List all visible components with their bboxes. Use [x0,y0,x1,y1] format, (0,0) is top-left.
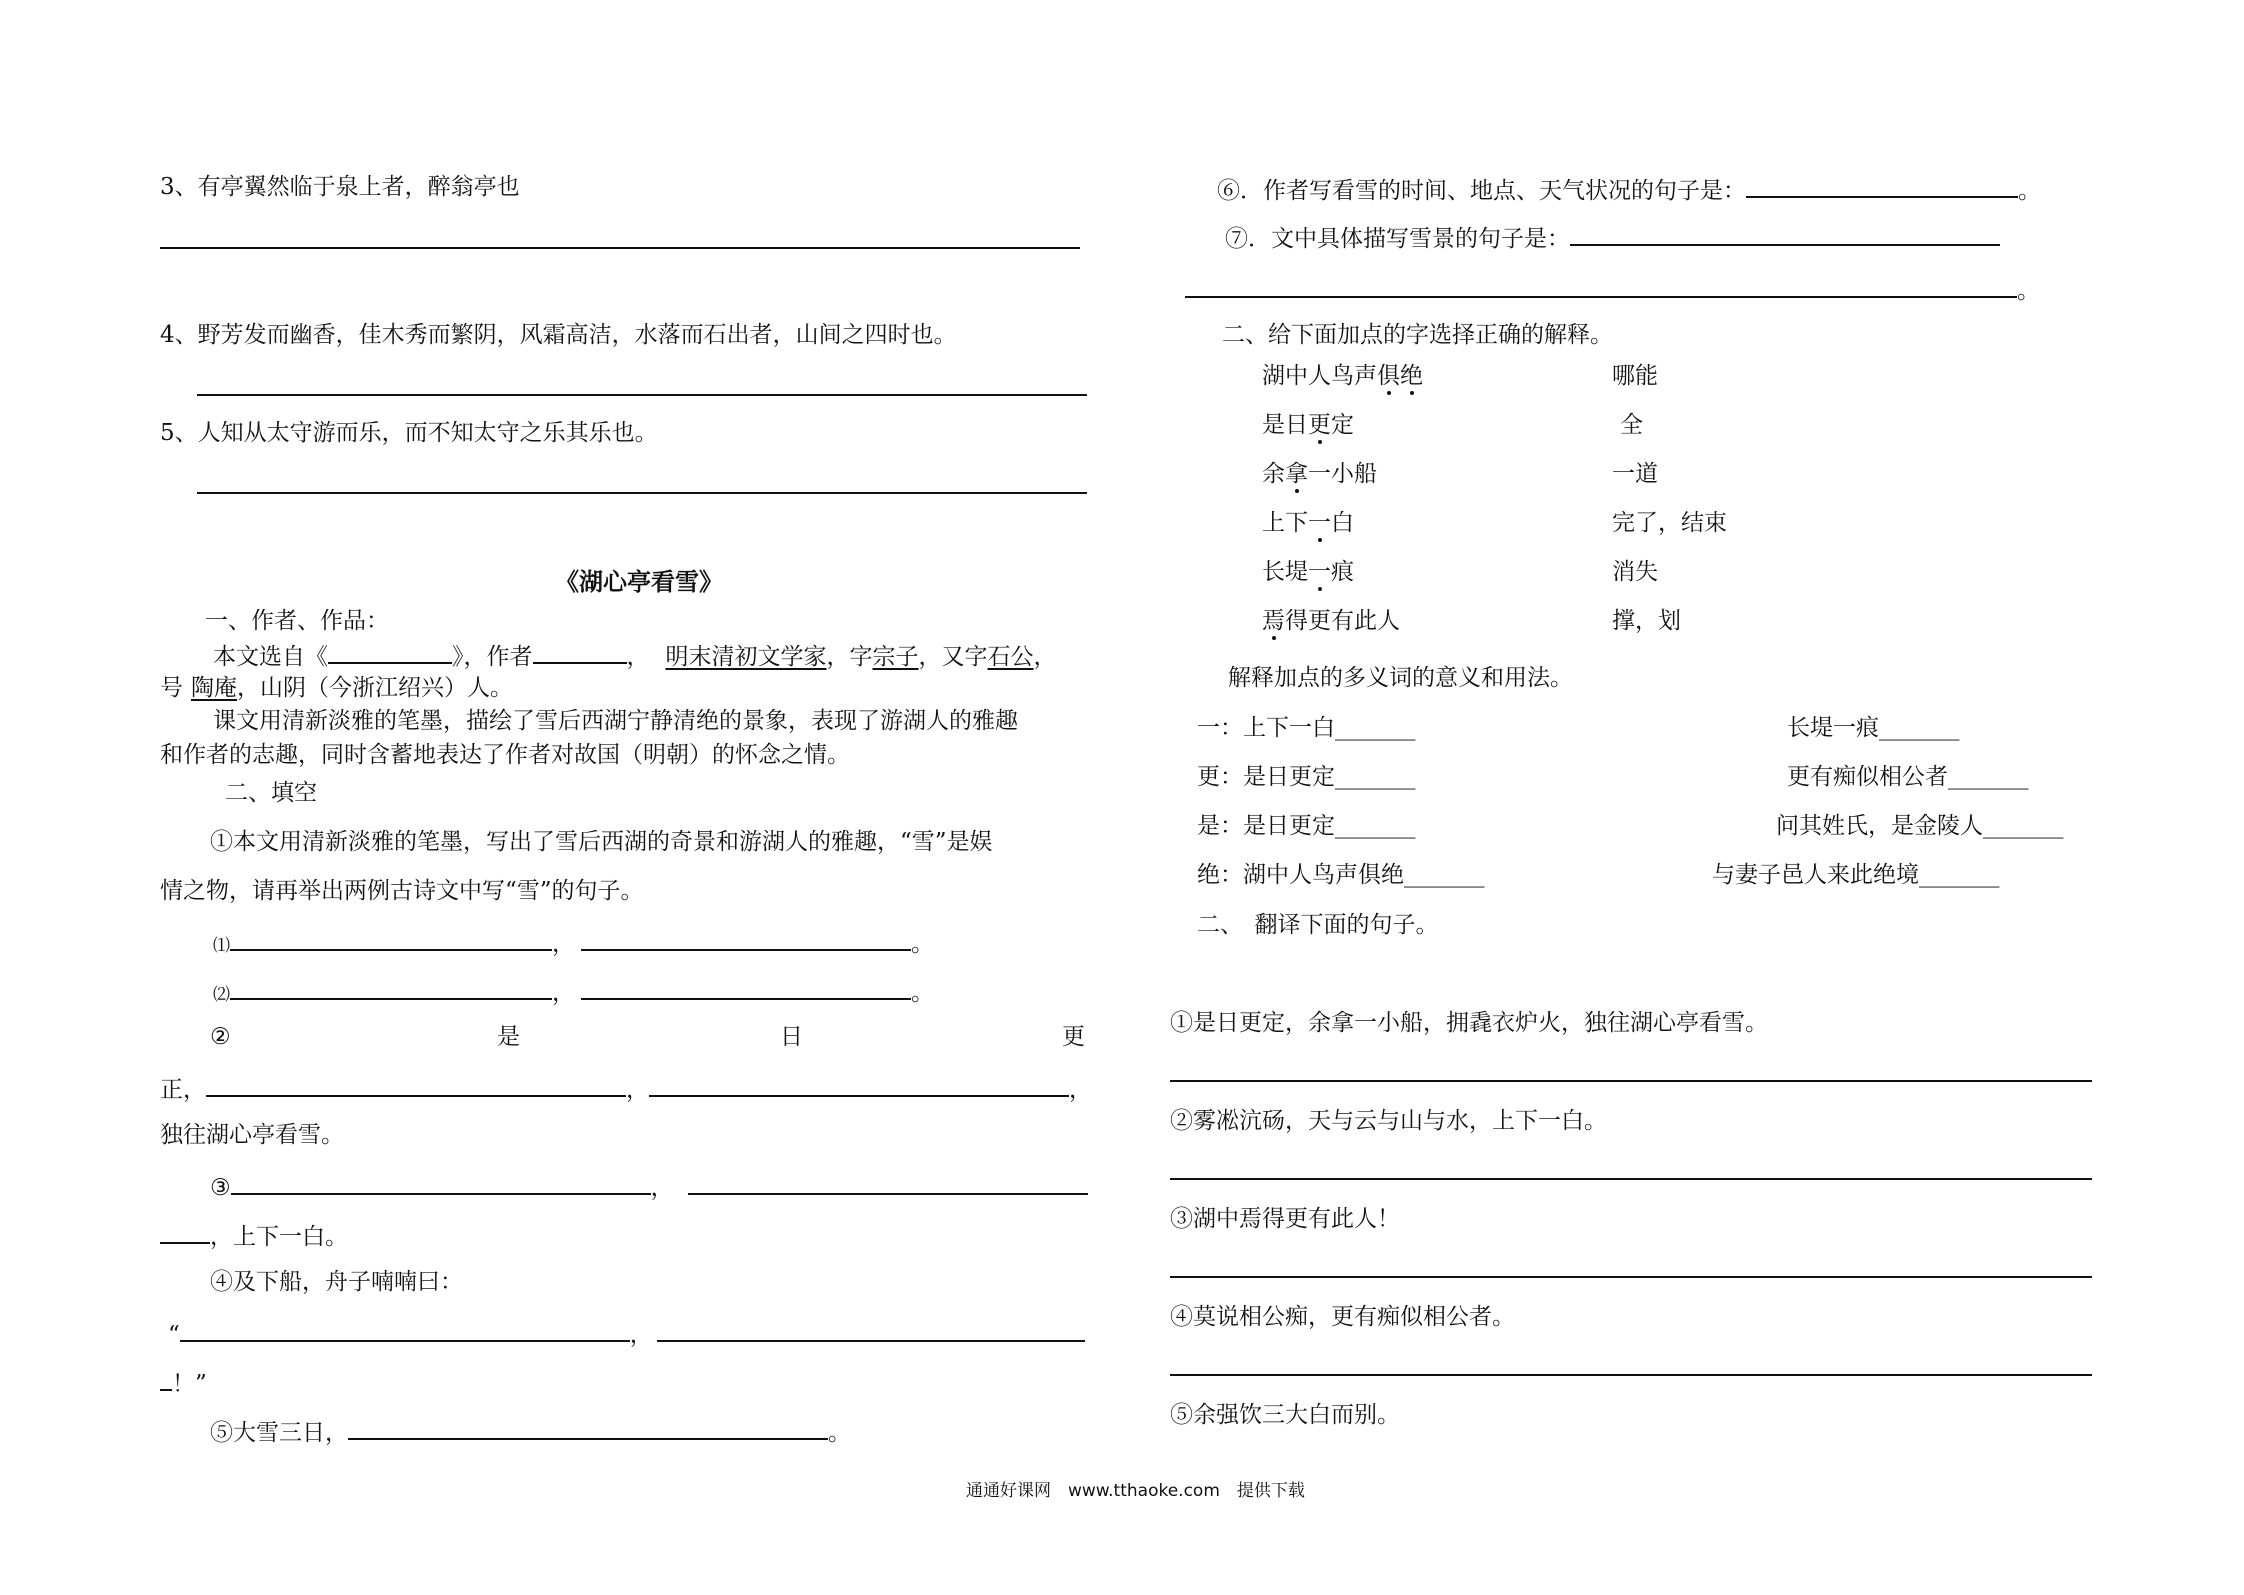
fill-number: ③ [210,1175,231,1201]
intro-style-name: 宗子 [872,644,919,670]
answer-line-t2[interactable] [1170,1178,2092,1180]
question-3: 3、有亭翼然临于泉上者，醉翁亭也 [160,174,520,200]
fill-4-line [168,1316,1085,1350]
fill-2-word: 日 [780,1024,803,1050]
match-meaning-1: 哪能 [1612,363,1658,389]
period: 。 [2017,278,2040,304]
section-title: 《湖心亭看雪》 [555,567,723,596]
answer-line-t3[interactable] [1170,1276,2092,1278]
section-author-heading: 一、作者、作品： [205,608,389,634]
fill-2-word: 是 [497,1024,520,1050]
fill-1-item-1 [213,925,934,961]
summary-line-1: 课文用清新淡雅的笔墨，描绘了雪后西湖宁静清绝的景象，表现了游湖人的雅趣 [213,708,1018,734]
translate-3: ③湖中焉得更有此人！ [1170,1206,1400,1232]
blank-fill-5[interactable] [348,1414,828,1440]
intro-text: 号 [160,675,183,701]
intro-alt-name: 石公 [987,644,1034,670]
period: 。 [911,980,934,1006]
blank-fill-3b[interactable] [688,1169,1088,1195]
intro-pen-name: 陶庵 [191,675,237,701]
intro-text: ，山阴（今浙江绍兴）人。 [237,675,513,701]
intro-era: 明末清初文学家 [665,644,827,670]
blank-snow-line-2b[interactable] [581,974,911,1000]
fill-1-line-b: 情之物，请再举出两例古诗文中写“雪”的句子。 [160,878,644,904]
fill-text: 正， [160,1077,206,1103]
blank-author-name[interactable] [533,638,627,664]
polysemy-3a[interactable]: 是：是日更定_______ [1197,813,1416,839]
blank-fill-3a[interactable] [231,1169,651,1195]
question-7 [1225,220,2000,254]
blank-fill-2b[interactable] [649,1071,1069,1097]
fill-2-line [160,1071,1092,1105]
fill-4-end [160,1365,207,1399]
question-4: 4、野芳发而幽香，佳木秀而繁阴，风霜高洁，水落而石出者，山间之四时也。 [160,322,957,348]
match-meaning-5: 消失 [1612,559,1658,585]
blank-fill-4c[interactable] [160,1365,172,1391]
blank-q7b[interactable] [1185,272,2017,298]
blank-snow-line-2a[interactable] [230,974,552,1000]
comma: ， [552,980,575,1006]
question-6 [1217,172,2041,206]
intro-line-1 [213,638,1057,672]
period: 。 [2018,178,2041,204]
period: 。 [911,931,934,957]
translate-5: ⑤余强饮三大白而别。 [1170,1402,1400,1428]
polysemy-heading: 解释加点的多义词的意义和用法。 [1228,665,1573,691]
blank-fill-4a[interactable] [180,1316,630,1342]
polysemy-2b[interactable]: 更有痴似相公者_______ [1787,764,2029,790]
fill-5-line [210,1414,851,1448]
comma: ， [626,1077,649,1103]
section-match-heading: 二、给下面加点的字选择正确的解释。 [1222,322,1613,348]
intro-text: ， [626,644,650,670]
answer-line-t1[interactable] [1170,1080,2092,1082]
fill-text: ⑤大雪三日， [210,1420,348,1446]
polysemy-3b[interactable]: 问其姓氏，是金陵人_______ [1776,813,2064,839]
fill-text: ！” [172,1371,207,1397]
fill-2-end: 独往湖心亭看雪。 [160,1122,344,1148]
period: 。 [828,1420,851,1446]
blank-fill-3c[interactable] [160,1218,210,1244]
answer-line-q4[interactable] [197,394,1087,396]
match-word-4: 上下一白 [1262,510,1354,536]
blank-snow-line-1a[interactable] [230,925,552,951]
fill-3-end [160,1218,348,1252]
item-number: ⑵ [213,985,230,1005]
fill-text: ，上下一白。 [210,1224,348,1250]
fill-1-line-a: ①本文用清新淡雅的笔墨，写出了雪后西湖的奇景和游湖人的雅趣，“雪”是娱 [210,829,993,855]
comma: ， [629,1322,653,1348]
translate-1: ①是日更定，余拿一小船，拥毳衣炉火，独往湖心亭看雪。 [1170,1010,1768,1036]
blank-fill-4b[interactable] [657,1316,1085,1342]
intro-text: ，又字 [918,644,988,670]
blank-fill-2a[interactable] [206,1071,626,1097]
match-word-6: 焉得更有此人 [1262,608,1400,634]
question-text: ⑦．文中具体描写雪景的句子是： [1225,226,1570,252]
section-translate-heading: 二、 翻译下面的句子。 [1197,912,1439,938]
polysemy-2a[interactable]: 更：是日更定_______ [1197,764,1416,790]
page-footer: 通通好课网 www.tthaoke.com 提供下载 [966,1481,1305,1501]
summary-line-2: 和作者的志趣，同时含蓄地表达了作者对故国（明朝）的怀念之情。 [160,742,850,768]
match-word-1: 湖中人鸟声俱绝 [1262,363,1423,389]
match-word-5: 长堤一痕 [1262,559,1354,585]
comma: ， [1069,1077,1092,1103]
question-7-cont [1185,272,2040,306]
intro-text: 》，作者 [452,644,533,670]
fill-1-item-2 [213,974,934,1010]
intro-text: ，字 [826,644,873,670]
polysemy-1a[interactable]: 一：上下一白_______ [1197,715,1416,741]
question-text: ⑥．作者写看雪的时间、地点、天气状况的句子是： [1217,178,1746,204]
item-number: ⑴ [213,936,230,956]
match-meaning-3: 一道 [1612,461,1658,487]
blank-q7a[interactable] [1570,220,2000,246]
polysemy-4b[interactable]: 与妻子邑人来此绝境_______ [1712,862,2000,888]
fill-2-number: ② [210,1024,231,1050]
match-meaning-2: 全 [1620,412,1643,438]
answer-line-q5[interactable] [197,492,1087,494]
fill-4-prompt: ④及下船，舟子喃喃曰： [210,1269,463,1295]
question-5: 5、人知从太守游而乐，而不知太守之乐其乐也。 [160,420,658,446]
fill-2-word: 更 [1062,1024,1085,1050]
match-word-2: 是日更定 [1262,412,1354,438]
polysemy-1b[interactable]: 长堤一痕_______ [1787,715,1960,741]
answer-line-q3[interactable] [160,247,1080,249]
intro-line-2 [160,673,513,703]
match-word-3: 余拿一小船 [1262,461,1377,487]
section-fill-heading: 二、填空 [225,780,317,806]
intro-text: 本文选自《 [213,644,328,670]
intro-text: ， [1033,644,1057,670]
blank-book-name[interactable] [328,638,452,664]
match-meaning-4: 完了，结束 [1612,510,1727,536]
match-meaning-6: 撑，划 [1612,608,1681,634]
comma: ， [650,1175,674,1201]
blank-q6[interactable] [1746,172,2018,198]
comma: ， [552,931,575,957]
translate-2: ②雾凇沆砀，天与云与山与水，上下一白。 [1170,1108,1607,1134]
translate-4: ④莫说相公痴，更有痴似相公者。 [1170,1304,1515,1330]
quote-open: “ [168,1322,180,1348]
blank-snow-line-1b[interactable] [581,925,911,951]
answer-line-t4[interactable] [1170,1374,2092,1376]
fill-3-line [210,1169,1088,1203]
polysemy-4a[interactable]: 绝：湖中人鸟声俱绝_______ [1197,862,1485,888]
